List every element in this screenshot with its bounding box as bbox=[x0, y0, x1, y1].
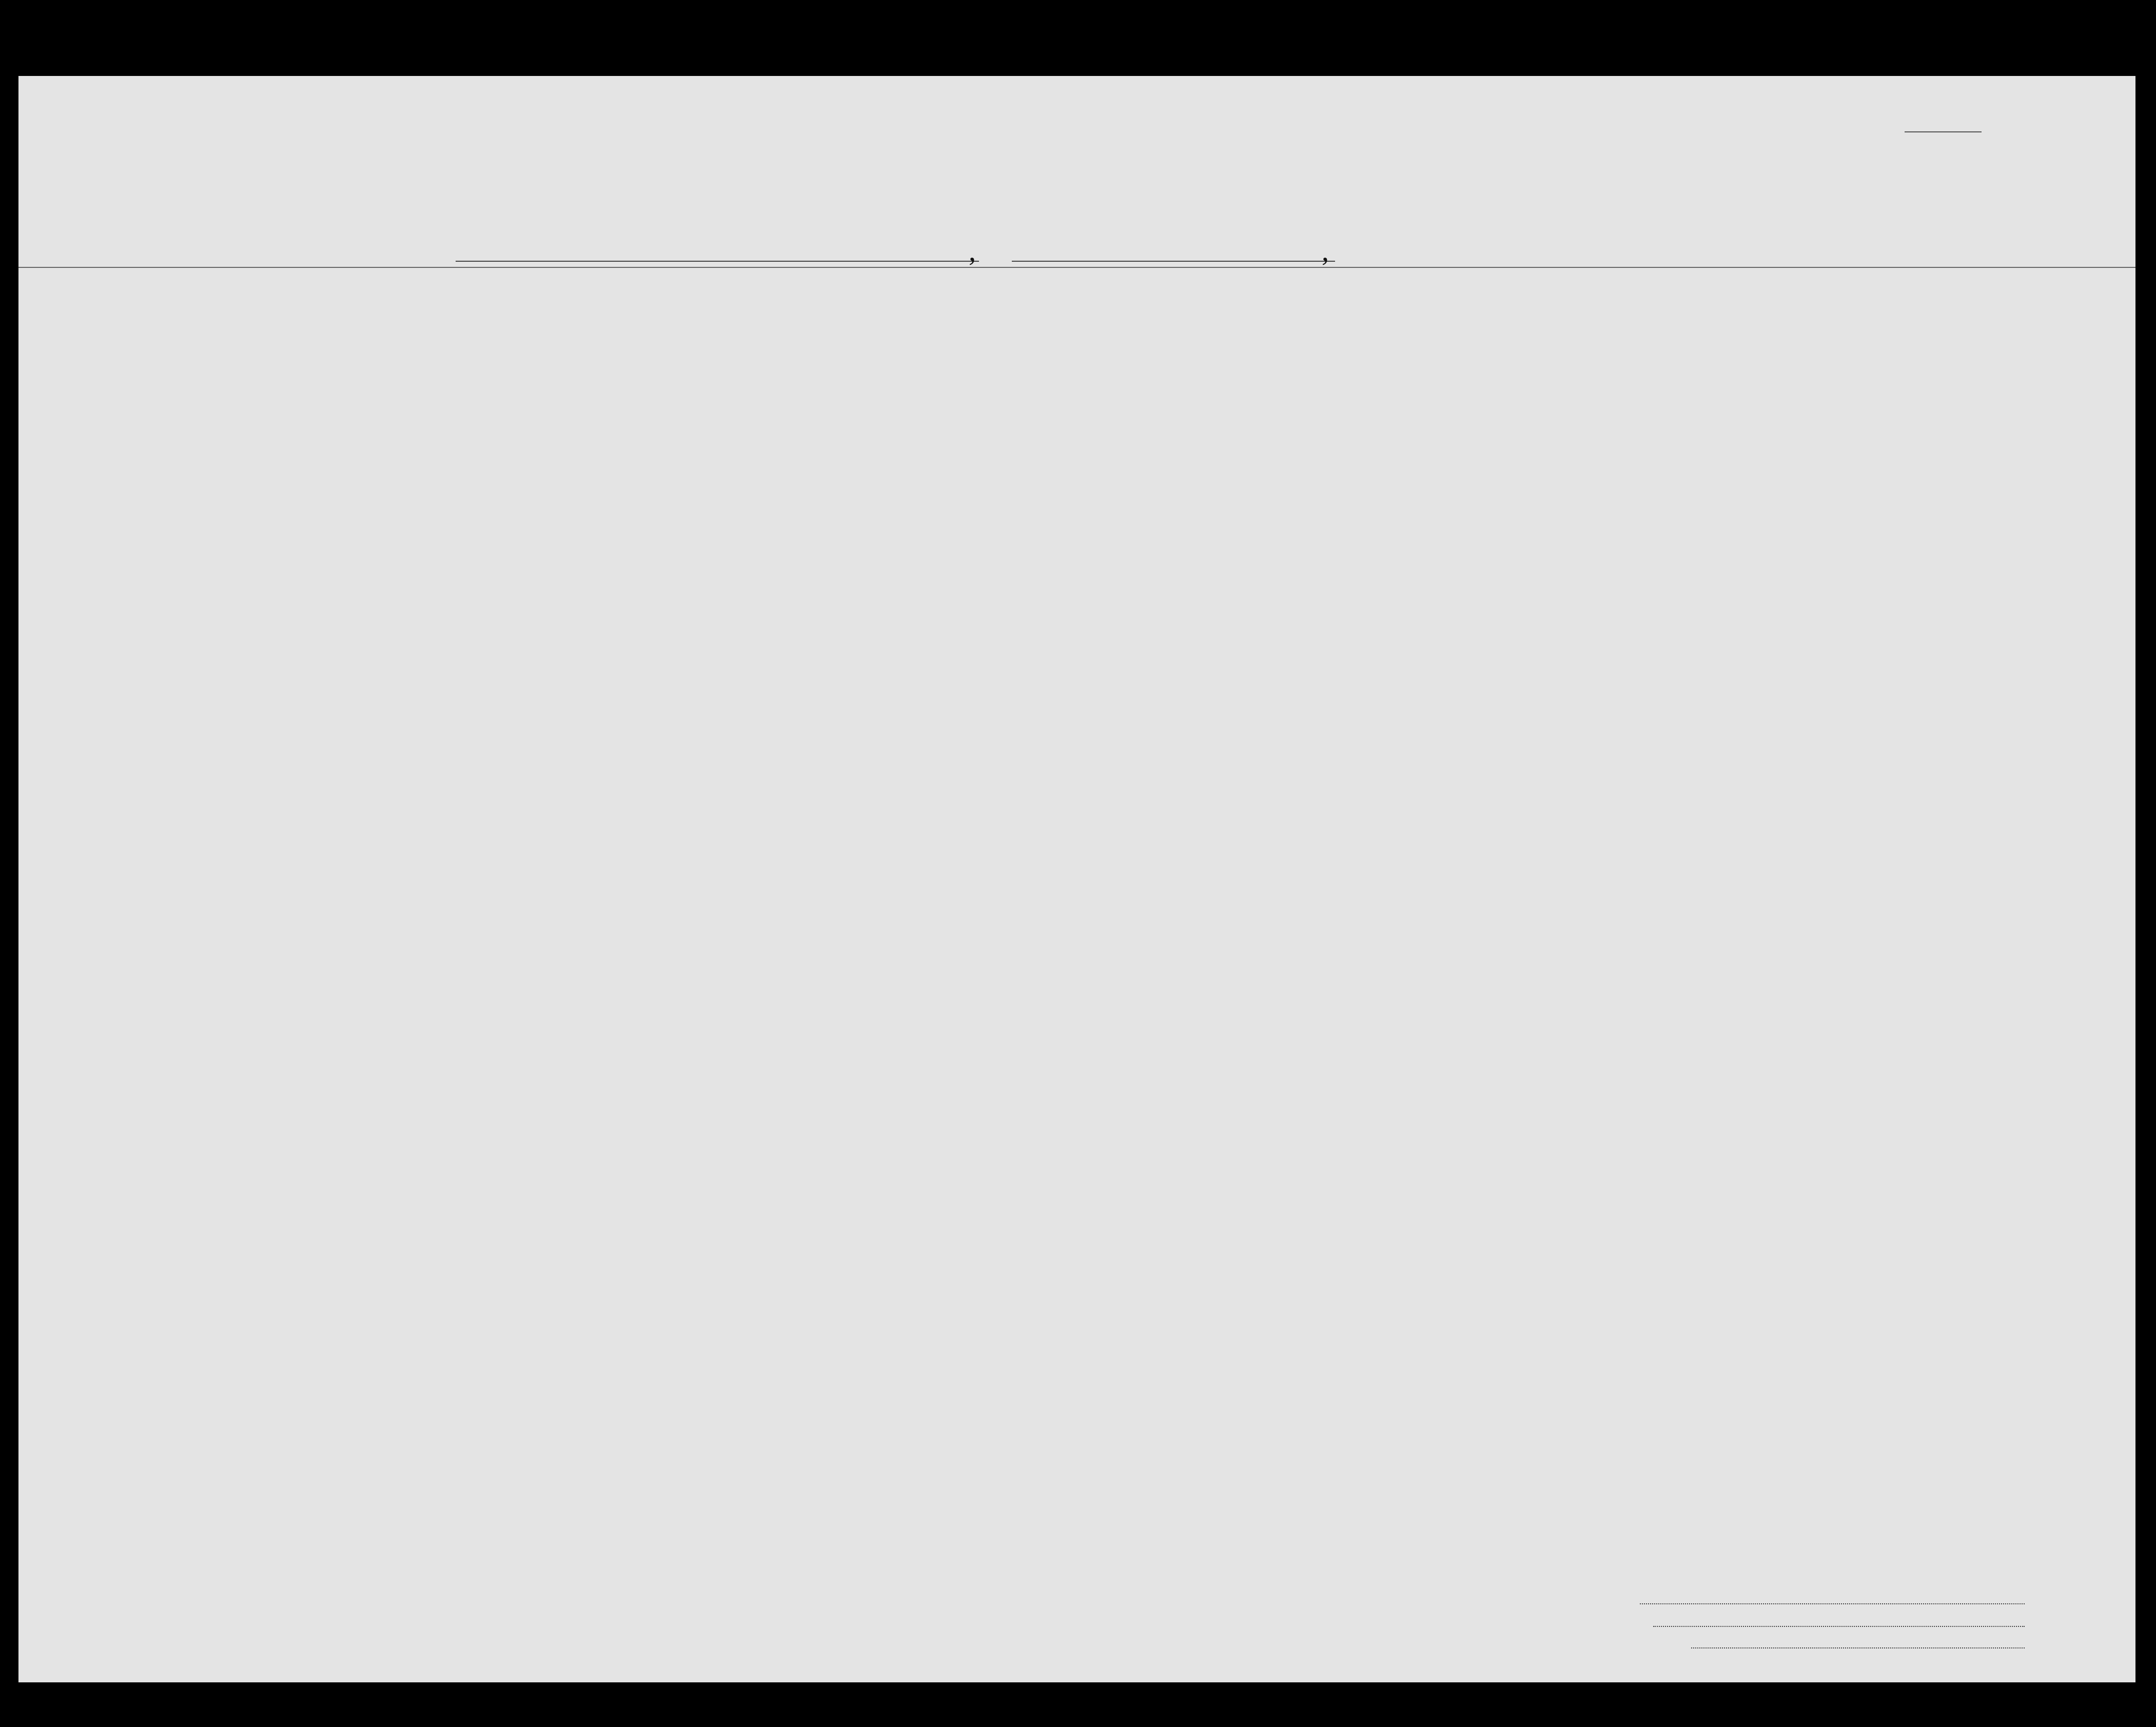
line-blank bbox=[1640, 1603, 2025, 1604]
col28-header bbox=[1497, 317, 1550, 512]
col26-header bbox=[1445, 317, 1468, 512]
col19-header bbox=[691, 307, 723, 517]
agents-blank bbox=[1691, 1647, 2025, 1648]
table-grid bbox=[18, 76, 2135, 1682]
col31-header bbox=[1615, 317, 1640, 512]
col30-header bbox=[1591, 317, 1615, 512]
owners-blank bbox=[1653, 1626, 2025, 1627]
col21-header bbox=[817, 317, 848, 512]
col34-feet bbox=[1765, 466, 1788, 502]
col24-b bbox=[1334, 343, 1365, 512]
comma-1: , bbox=[969, 236, 976, 267]
manifest-sheet bbox=[18, 76, 2135, 1682]
comma-2: , bbox=[1322, 236, 1329, 267]
col27-header bbox=[1471, 317, 1496, 512]
col24-c bbox=[1366, 343, 1397, 512]
col24-a bbox=[1288, 343, 1333, 512]
col34-inches bbox=[1792, 466, 1820, 507]
col29-header bbox=[1551, 317, 1590, 512]
col25-header bbox=[1399, 317, 1441, 512]
